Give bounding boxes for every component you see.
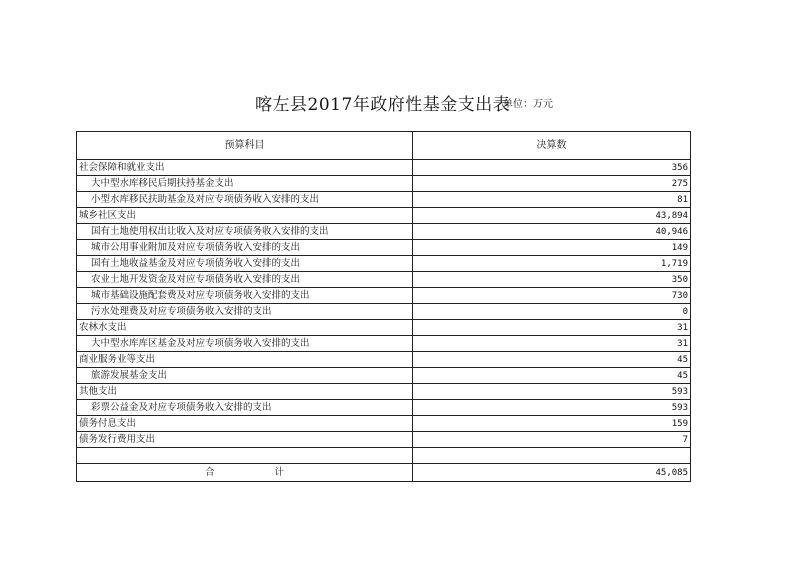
row-amount: 356: [413, 160, 691, 176]
table-row: [77, 368, 691, 384]
row-amount: 43,894: [413, 208, 691, 224]
row-amount: 149: [413, 240, 691, 256]
row-name: 农业土地开发资金及对应专项债务收入安排的支出: [77, 272, 413, 288]
row-amount: 159: [413, 416, 691, 432]
row-name: 城市公用事业附加及对应专项债务收入安排的支出: [77, 240, 413, 256]
row-amount: 730: [413, 288, 691, 304]
row-name: 污水处理费及对应专项债务收入安排的支出: [77, 304, 413, 320]
total-label-b: 计: [274, 466, 285, 478]
table-row: [77, 304, 691, 320]
row-name: 小型水库移民扶助基金及对应专项债务收入安排的支出: [77, 192, 413, 208]
row-name: 城市基础设施配套费及对应专项债务收入安排的支出: [77, 288, 413, 304]
table-row: [77, 224, 691, 240]
total-amount: 45,085: [413, 464, 691, 482]
row-name: 彩票公益金及对应专项债务收入安排的支出: [77, 400, 413, 416]
row-amount: 593: [413, 384, 691, 400]
row-amount: 31: [413, 336, 691, 352]
row-name: 大中型水库库区基金及对应专项债务收入安排的支出: [77, 336, 413, 352]
header-amount: 决算数: [413, 132, 691, 160]
table-row: [77, 176, 691, 192]
row-amount: 593: [413, 400, 691, 416]
table-row: [77, 208, 691, 224]
row-amount: 0: [413, 304, 691, 320]
row-amount: 1,719: [413, 256, 691, 272]
table-row: [77, 320, 691, 336]
row-amount: 81: [413, 192, 691, 208]
row-amount: 45: [413, 352, 691, 368]
unit-label: 单位：万元: [503, 99, 553, 110]
title-row: [0, 90, 800, 116]
table-row: [77, 400, 691, 416]
table-row: [77, 336, 691, 352]
row-name: 其他支出: [77, 384, 413, 400]
row-name: 大中型水库移民后期扶持基金支出: [77, 176, 413, 192]
row-name: 国有土地使用权出让收入及对应专项债务收入安排的支出: [77, 224, 413, 240]
row-name: [77, 448, 413, 464]
total-label: [77, 464, 413, 482]
table-row: [77, 384, 691, 400]
table-row: [77, 272, 691, 288]
table-row-empty: [77, 448, 691, 464]
table-row: [77, 192, 691, 208]
row-amount: 275: [413, 176, 691, 192]
table-row: [77, 256, 691, 272]
table-row: [77, 416, 691, 432]
total-label-a: 合: [204, 466, 215, 478]
row-amount: 350: [413, 272, 691, 288]
table-row: [77, 288, 691, 304]
row-name: 城乡社区支出: [77, 208, 413, 224]
row-amount: 45: [413, 368, 691, 384]
table-row: [77, 432, 691, 448]
table-row: [77, 352, 691, 368]
total-row: [77, 464, 691, 482]
header-item: 预算科目: [77, 132, 413, 160]
row-name: 旅游发展基金支出: [77, 368, 413, 384]
row-amount: 40,946: [413, 224, 691, 240]
row-name: 社会保障和就业支出: [77, 160, 413, 176]
row-amount: 7: [413, 432, 691, 448]
row-name: 农林水支出: [77, 320, 413, 336]
row-name: 债务发行费用支出: [77, 432, 413, 448]
row-amount: [413, 448, 691, 464]
table-header: [77, 132, 691, 160]
page-title: 喀左县2017年政府性基金支出表: [255, 95, 511, 115]
row-amount: 31: [413, 320, 691, 336]
budget-table: [76, 131, 691, 482]
table-row: [77, 240, 691, 256]
row-name: 国有土地收益基金及对应专项债务收入安排的支出: [77, 256, 413, 272]
table-row: [77, 160, 691, 176]
row-name: 商业服务业等支出: [77, 352, 413, 368]
row-name: 债务付息支出: [77, 416, 413, 432]
